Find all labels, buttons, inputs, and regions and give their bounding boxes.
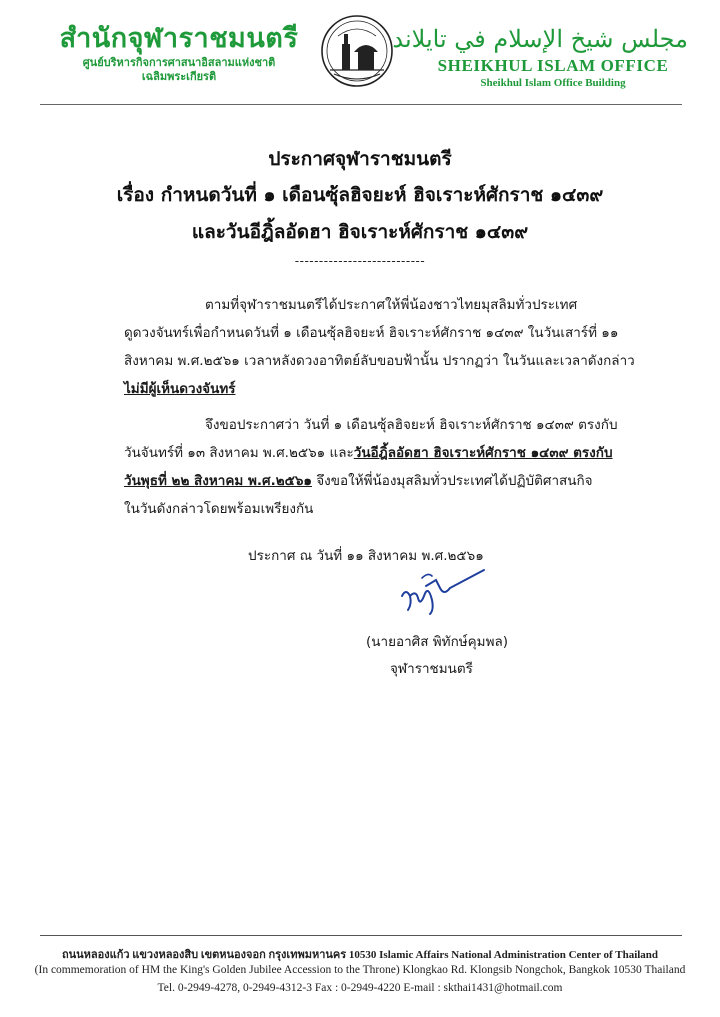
body-p2-line2 bbox=[124, 441, 613, 463]
body-p1-line1: ตามที่จุฬาราชมนตรีได้ประกาศให้พี่น้องชาวไทยมุสลิมทั่วประเทศ bbox=[205, 297, 578, 313]
body-p2-line3-emphasis: วันพุธที่ ๒๒ สิงหาคม พ.ศ.๒๕๖๑ bbox=[124, 473, 312, 489]
office-name-english: SHEIKHUL ISLAM OFFICE bbox=[437, 56, 669, 75]
signatory-title: จุฬาราชมนตรี bbox=[390, 661, 473, 677]
office-seal-icon bbox=[320, 14, 394, 88]
announcement-subject: เรื่อง กำหนดวันที่ ๑ เดือนซุ้ลฮิจยะห์ ฮิจเราะห์ศักราช ๑๔๓๙ bbox=[116, 184, 604, 206]
body-p1-line2: ดูดวงจันทร์เพื่อกำหนดวันที่ ๑ เดือนซุ้ลฮิจยะห์ ฮิจเราะห์ศักราช ๑๔๓๙ ในวันเสาร์ที่ ๑๑ bbox=[124, 325, 619, 341]
body-p2-line4: ในวันดังกล่าวโดยพร้อมเพรียงกัน bbox=[124, 501, 314, 517]
body-p1-line3: สิงหาคม พ.ศ.๒๕๖๑ เวลาหลังดวงอาทิตย์ลับขอบฟ้านั้น ปรากฏว่า ในวันและเวลาดังกล่าว bbox=[124, 353, 635, 369]
signatory-name: (นายอาศิส พิทักษ์คุมพล) bbox=[366, 634, 509, 650]
footer-commemoration-line: (In commemoration of HM the King's Golden Jubilee Accession to the Throne) Klongkao Rd. Klongsib Nongchok, Bangkok 10530 Thailand bbox=[34, 964, 686, 976]
office-name-arabic: مجلس شيخ الإسلام في تايلاند bbox=[392, 25, 688, 53]
body-p1-line4: ไม่มีผู้เห็นดวงจันทร์ bbox=[124, 381, 236, 397]
announcement-title: ประกาศจุฬาราชมนตรี bbox=[268, 148, 452, 170]
footer-contact-line: Tel. 0-2949-4278, 0-2949-4312-3 Fax : 0-2949-4220 E-mail : skthai1431@hotmail.com bbox=[157, 982, 563, 994]
office-subtitle-thai-2: เฉลิมพระเกียรติ bbox=[141, 70, 217, 83]
body-p2-line1: จึงขอประกาศว่า วันที่ ๑ เดือนซุ้ลฮิจยะห์ ฮิจเราะห์ศักราช ๑๔๓๙ ตรงกับ bbox=[205, 417, 618, 433]
office-subtitle-thai-1: ศูนย์บริหารกิจการศาสนาอิสลามแห่งชาติ bbox=[82, 56, 276, 69]
body-p2-line3 bbox=[124, 469, 593, 491]
letterhead-english bbox=[392, 22, 688, 90]
letterhead-thai bbox=[44, 22, 314, 84]
announcement-subject-2: และวันอีฎิ้ลอัดฮา ฮิจเราะห์ศักราช ๑๔๓๙ bbox=[191, 221, 529, 243]
body-p2-line2-plain: วันจันทร์ที่ ๑๓ สิงหาคม พ.ศ.๒๕๖๑ และ bbox=[124, 445, 354, 461]
footer-address-line: ถนนหลองแก้ว แขวงหลองสิบ เขตหนองจอก กรุงเทพมหานคร 10530 Islamic Affairs National Administration Center of Thailand bbox=[61, 949, 659, 961]
announcement-date: ประกาศ ณ วันที่ ๑๑ สิงหาคม พ.ศ.๒๕๖๑ bbox=[248, 548, 484, 564]
office-building-english: Sheikhul Islam Office Building bbox=[480, 77, 626, 89]
body-p2-line3-plain: จึงขอให้พี่น้องมุสลิมทั่วประเทศได้ปฏิบัติศาสนกิจ bbox=[311, 473, 593, 489]
office-name-thai: สำนักจุฬาราชมนตรี bbox=[59, 23, 299, 54]
footer-divider bbox=[40, 935, 682, 936]
body-p2-line2-emphasis: วันอีฎิ้ลอัดฮา ฮิจเราะห์ศักราช ๑๔๓๙ ตรงกับ bbox=[353, 445, 613, 461]
heading-divider: --------------------------- bbox=[294, 254, 426, 268]
signature-icon bbox=[396, 566, 488, 618]
letterhead-divider bbox=[40, 104, 682, 105]
